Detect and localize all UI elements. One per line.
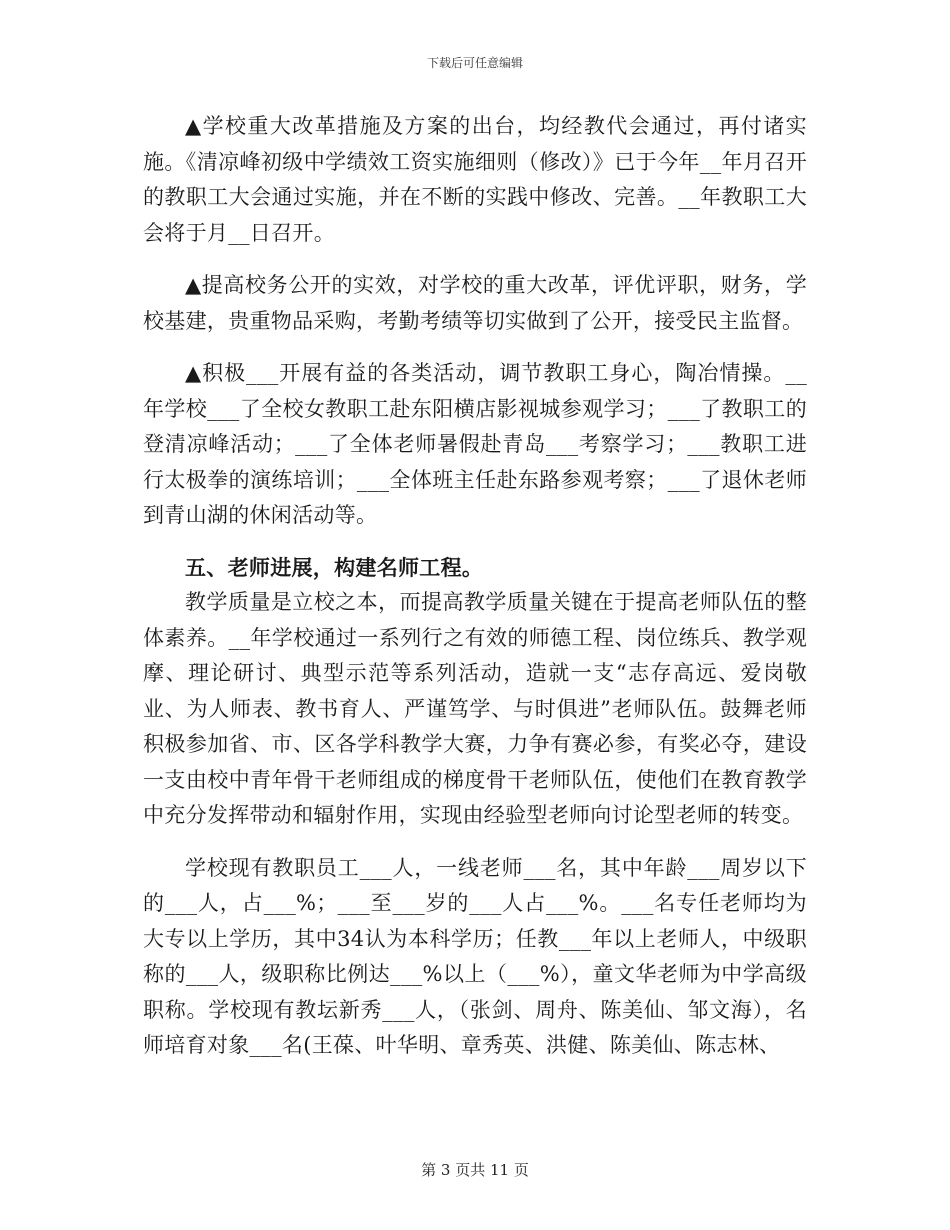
page-header: 下载后可任意编辑 xyxy=(426,56,523,70)
paragraph-teacher-quality: 教学质量是立校之本，而提高教学质量关键在于提高老师队伍的整体素养。__年学校通过一系列行之有效的师德工程、岗位练兵、教学观摩、理论研讨、典型示范等系列活动，造就一支“志存高远、爱岗敬业、为人师表、教书育人、严谨笃学、与时俱进”老师队伍。鼓舞老师积极参加省、市、区各学科教学大赛，力争有赛必参，有奖必夺，建设一支由校中青年骨干老师组成的梯度骨干老师队伍，使他们在教育教学中充分发挥带动和辐射作用，实现由经验型老师向讨论型老师的转变。 xyxy=(143,590,807,827)
document-body xyxy=(143,109,807,1064)
page-footer: 第 3 页共 11 页 xyxy=(421,1161,529,1179)
paragraph-democratic-decision: ▲学校重大改革措施及方案的出台，均经教代会通过，再付诸实施。《清凉峰初级中学绩效工资实施细则（修改）》已于今年__年月召开的教职工大会通过实施，并在不断的实践中修改、完善。__年教职工大会将于月__日召开。 xyxy=(143,114,807,245)
section-heading: 五、老师进展，构建名师工程。 xyxy=(185,554,484,580)
paragraph-staff-statistics: 学校现有教职员工___人，一线老师___名，其中年龄___周岁以下的___人，占___%；___至___岁的___人占___%。___名专任老师均为大专以上学历，其中34认为本科学历；任教___年以上老师人，中级职称的___人，级职称比例达___%以上（___%），童文华老师为中学高级职称。学校现有教坛新秀___人，（张剑、周舟、陈美仙、邹文海），名师培育对象___名(王葆、叶华明、章秀英、洪健、陈美仙、陈志林、 xyxy=(143,855,807,1057)
paragraph-activities: ▲积极___开展有益的各类活动，调节教职工身心，陶冶情操。__年学校___了全校女教职工赴东阳横店影视城参观学习；___了教职工的登清凉峰活动；___了全体老师暑假赴青岛___考察学习；___教职工进行太极拳的演练培训；___全体班主任赴东路参观考察；___了退休老师到青山湖的休闲活动等。 xyxy=(143,361,807,527)
paragraph-affairs-disclosure: ▲提高校务公开的实效，对学校的重大改革，评优评职，财务，学校基建，贵重物品采购，考勤考绩等切实做到了公开，接受民主监督。 xyxy=(143,273,807,333)
